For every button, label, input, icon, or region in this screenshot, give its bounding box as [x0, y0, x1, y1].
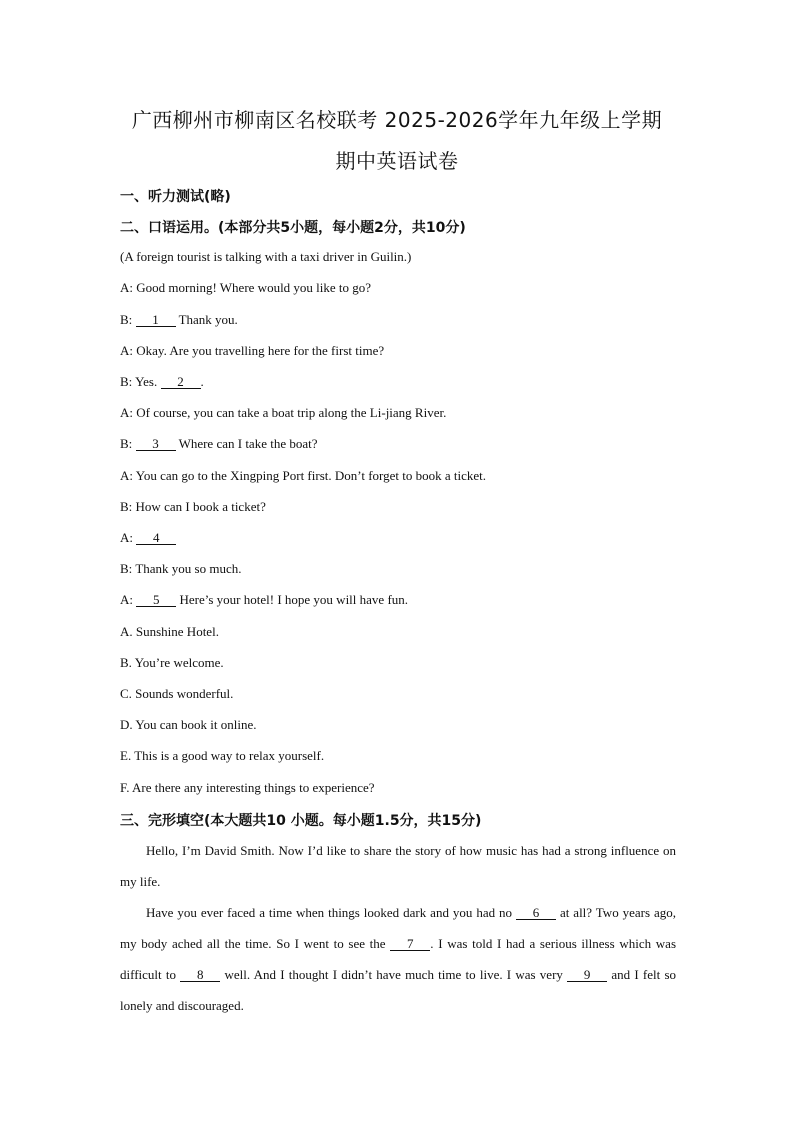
option-b: B. You’re welcome.: [120, 655, 224, 670]
speaker-label: A:: [120, 280, 133, 295]
speaker-label: B:: [120, 499, 133, 514]
option-d: D. You can book it online.: [120, 717, 257, 732]
dialogue-line: [120, 280, 371, 296]
dialogue-line: [120, 561, 241, 577]
cloze-blank-6[interactable]: 6: [516, 906, 556, 920]
paragraph-text: Have you ever faced a time when things looked dark and you had no: [146, 905, 513, 920]
dialogue-text: How can I book a ticket?: [135, 499, 266, 514]
speaker-label: A:: [120, 405, 133, 420]
dialogue-line: [120, 312, 238, 328]
speaker-label: B:: [120, 374, 133, 389]
speaker-label: A:: [120, 592, 133, 607]
dialogue-text: Of course, you can take a boat trip along the Li-jiang River.: [136, 405, 447, 420]
cloze-blank-8[interactable]: 8: [180, 968, 220, 982]
dialogue-line: [120, 592, 408, 608]
speaker-label: B:: [120, 312, 133, 327]
paragraph-text: and I felt so lonely and discouraged.: [120, 967, 677, 1013]
paragraph-text: . I was told I had a serious illness which was difficult to: [120, 936, 677, 982]
dialogue-line: [120, 468, 486, 484]
dialogue-text: .: [200, 374, 204, 389]
paragraph-text: Hello, I’m David Smith. Now I’d like to share the story of how music has had a strong influence on my life.: [120, 843, 676, 889]
cloze-blank-9[interactable]: 9: [567, 968, 607, 982]
section2-heading: 二、口语运用。(本部分共5小题，每小题2分，共10分): [120, 220, 466, 236]
speaker-label: A:: [120, 468, 133, 483]
answer-blank-3[interactable]: 3: [136, 437, 176, 451]
page-title-line1: 广西柳州市柳南区名校联考 2025-2026学年九年级上学期: [131, 108, 663, 132]
dialogue-text: Where can I take the boat?: [178, 436, 318, 451]
cloze-blank-7[interactable]: 7: [390, 937, 430, 951]
section3-heading: 三、完形填空(本大题共10 小题。每小题1.5分，共15分): [120, 813, 482, 829]
page-title-line2: 期中英语试卷: [335, 149, 459, 173]
paragraph-text: well. And I thought I didn’t have much time to live. I was very: [224, 967, 563, 982]
dialogue-text: Here’s your hotel! I hope you will have fun.: [179, 592, 409, 607]
option-e: E. This is a good way to relax yourself.: [120, 748, 325, 763]
dialogue-line: [120, 436, 318, 452]
option-f: F. Are there any interesting things to experience?: [120, 780, 375, 795]
cloze-paragraph-2: [120, 897, 676, 1021]
dialogue-text: Yes.: [135, 374, 158, 389]
answer-blank-4[interactable]: 4: [136, 531, 176, 545]
speaker-label: A:: [120, 530, 133, 545]
answer-blank-2[interactable]: 2: [161, 375, 201, 389]
dialogue-line: [120, 499, 266, 515]
paragraph-text: at all? Two years ago, my body ached all the time. So I went to see the: [120, 905, 677, 951]
section1-heading: 一、听力测试(略): [120, 189, 231, 205]
speaker-label: B:: [120, 436, 133, 451]
answer-blank-1[interactable]: 1: [136, 313, 176, 327]
dialogue-text: Thank you.: [178, 312, 238, 327]
dialogue-line: [120, 405, 446, 421]
dialogue-line: [120, 374, 204, 390]
option-a: A. Sunshine Hotel.: [120, 624, 219, 639]
dialogue-intro: (A foreign tourist is talking with a taxi driver in Guilin.): [120, 249, 412, 264]
dialogue-text: Okay. Are you travelling here for the first time?: [136, 343, 385, 358]
answer-blank-5[interactable]: 5: [136, 593, 176, 607]
option-c: C. Sounds wonderful.: [120, 686, 234, 701]
cloze-paragraph-1: [120, 835, 676, 897]
dialogue-text: Good morning! Where would you like to go?: [136, 280, 372, 295]
dialogue-line: [120, 530, 176, 546]
dialogue-text: Thank you so much.: [135, 561, 242, 576]
speaker-label: B:: [120, 561, 133, 576]
speaker-label: A:: [120, 343, 133, 358]
dialogue-line: [120, 343, 384, 359]
dialogue-text: You can go to the Xingping Port first. Don’t forget to book a ticket.: [135, 468, 487, 483]
